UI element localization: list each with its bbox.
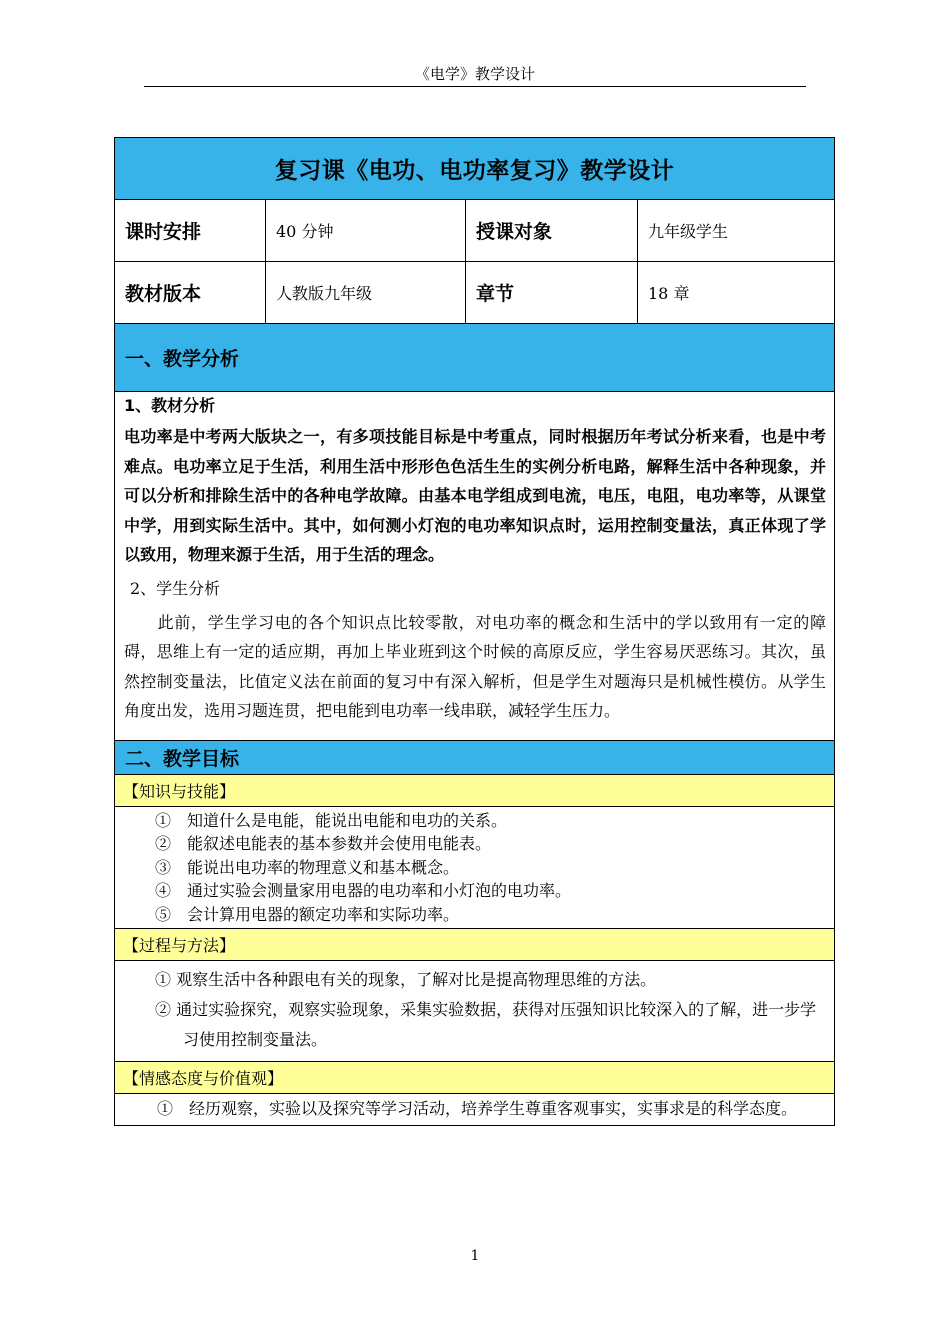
band-process-methods: 【过程与方法】: [115, 929, 834, 961]
paragraph-student-analysis: 此前，学生学习电的各个知识点比较零散，对电功率的概念和生活中的学以致用有一定的障碍，思维上有一定的适应期，再加上毕业班到这个时候的高原反应，学生容易厌恶练习。其次，虽然控制变量法，比值定义法在前面的复习中有深入解析，但是学生对题海只是机械性模仿。从学生角度出发，选用习题连贯，把电能到电功率一线串联，减轻学生压力。: [124, 612, 826, 720]
info-value-cell: [266, 200, 466, 261]
value-class-time: 40 分钟: [276, 222, 334, 241]
info-row-schedule: [115, 200, 834, 262]
list-attitude-values: [115, 1094, 834, 1125]
list-item: ② 通过实验探究，观察实验现象，采集实验数据，获得对压强知识比较深入的了解，进一步学习使用控制变量法。: [155, 1000, 817, 1049]
section-header-objectives: [115, 741, 834, 775]
list-item: ③ 能说出电功率的物理意义和基本概念。: [155, 857, 460, 877]
subheading-textbook-analysis: 1、教材分析: [124, 396, 216, 415]
band-attitude-values: 【情感态度与价值观】: [115, 1062, 834, 1094]
info-value-cell: [266, 262, 466, 323]
info-label-cell: [466, 262, 638, 323]
info-row-textbook: [115, 262, 834, 324]
lesson-plan-table: [114, 137, 835, 1126]
section-title-objectives: 二、教学目标: [125, 747, 240, 770]
title-row: [115, 138, 834, 200]
header-rule: [144, 86, 806, 87]
band-knowledge-skills: 【知识与技能】: [115, 775, 834, 807]
list-item: ④ 通过实验会测量家用电器的电功率和小灯泡的电功率。: [155, 881, 572, 900]
list-item: ② 能叙述电能表的基本参数并会使用电能表。: [155, 834, 492, 853]
info-label-cell: [466, 200, 638, 261]
list-knowledge-skills: [115, 807, 834, 930]
info-label-cell: [115, 200, 266, 261]
info-label-cell: [115, 262, 266, 323]
section-header-analysis: [115, 324, 834, 392]
label-class-time: 课时安排: [125, 221, 202, 243]
list-item: ① 观察生活中各种跟电有关的现象，了解对比是提高物理思维的方法。: [155, 970, 657, 989]
running-head: 《电学》教学设计: [414, 65, 535, 83]
value-chapter: 18 章: [648, 284, 690, 303]
page-number: 1: [470, 1248, 480, 1264]
section-title-analysis: 一、教学分析: [125, 348, 240, 370]
list-item: ① 经历观察，实验以及探究等学习活动，培养学生尊重客观事实，实事求是的科学态度。: [157, 1099, 798, 1118]
label-textbook: 教材版本: [125, 283, 202, 305]
value-textbook: 人教版九年级: [276, 284, 373, 303]
list-item: ⑤ 会计算用电器的额定功率和实际功率。: [155, 904, 460, 924]
info-value-cell: [638, 200, 834, 261]
label-audience: 授课对象: [476, 221, 553, 243]
label-chapter: 章节: [476, 283, 515, 305]
value-audience: 九年级学生: [648, 222, 729, 241]
paragraph-textbook-analysis: 电功率是中考两大版块之一，有多项技能目标是中考重点，同时根据历年考试分析来看，也是中考难点。电功率立足于生活，利用生活中形形色色活生生的实例分析电路，解释生活中各种现象，并可以分析和排除生活中的各种电学故障。由基本电学组成到电流，电压，电阻，电功率等，从课堂中学，用到实际生活中。其中，如何测小灯泡的电功率知识点时，运用控制变量法，真正体现了学以致用，物理来源于生活，用于生活的理念。: [124, 427, 826, 564]
subheading-student-analysis: 2、学生分析: [130, 578, 221, 598]
document-title: 复习课《电功、电功率复习》教学设计: [274, 158, 675, 184]
list-item: ① 知道什么是电能，能说出电能和电功的关系。: [155, 810, 508, 830]
list-process-methods: [115, 961, 834, 1062]
info-value-cell: [638, 262, 834, 323]
analysis-content: [115, 394, 834, 741]
